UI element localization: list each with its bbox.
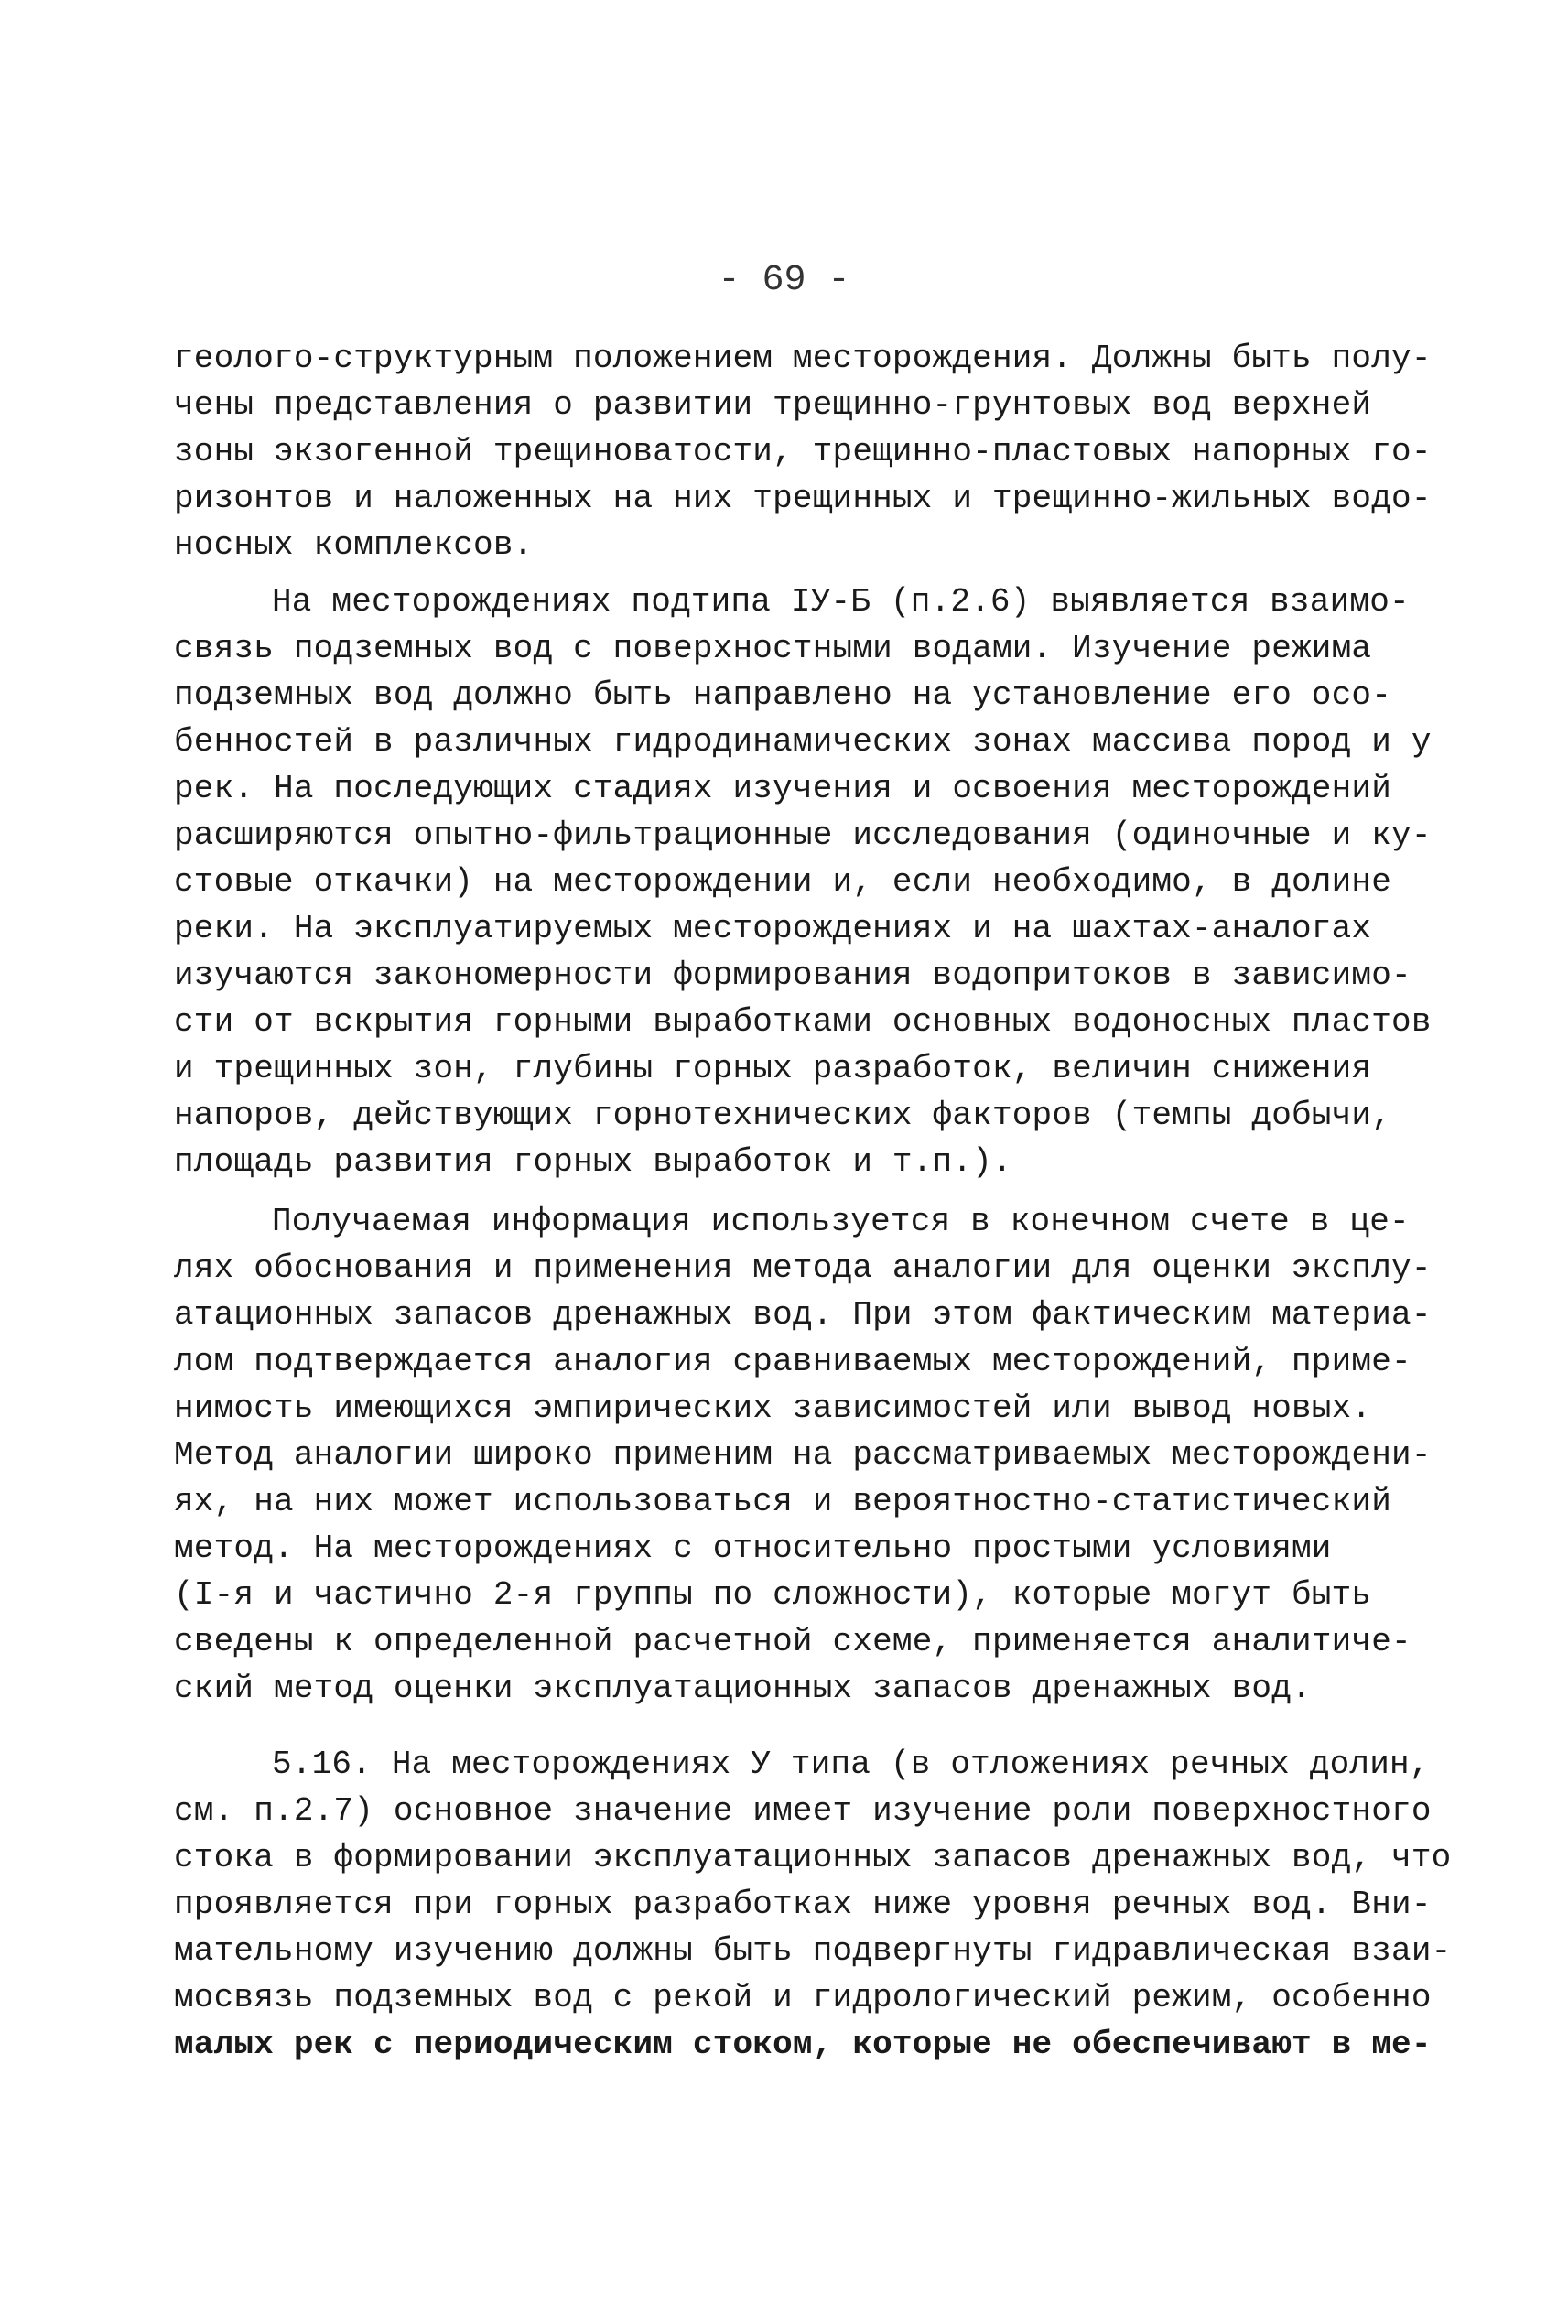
text-line: расширяются опытно-фильтрационные исследования (одиночные и ку- [174,816,1432,854]
text-line: стовые откачки) на месторождении и, если необходимо, в долине [174,863,1392,901]
text-line: мательному изучению должны быть подвергнуты гидравлическая взаи- [174,1932,1452,1970]
text-line: лом подтверждается аналогия сравниваемых месторождений, приме- [174,1343,1411,1380]
paragraph-3 [174,1198,1432,1712]
text-line: рек. На последующих стадиях изучения и освоения месторождений [174,770,1392,807]
text-line: см. п.2.7) основное значение имеет изучение роли поверхностного [174,1792,1432,1830]
text-line: ях, на них может использоваться и вероятностно-статистический [174,1483,1392,1520]
text-line: чены представления о развитии трещинно-грунтовых вод верхней [174,386,1372,424]
text-line: нимость имеющихся эмпирических зависимостей или вывод новых. [174,1389,1372,1427]
text-line: стока в формировании эксплуатационных запасов дренажных вод, что [174,1839,1452,1876]
paragraph-2 [174,578,1432,1185]
text-line: сти от вскрытия горными выработками основных водоносных пластов [174,1003,1432,1041]
text-line: реки. На эксплуатируемых месторождениях и на шахтах-аналогах [174,910,1372,947]
text-line: геолого-структурным положением месторождения. Должны быть полу- [174,340,1432,377]
page-number: - 69 - [718,260,850,301]
text-line: лях обоснования и применения метода аналогии для оценки эксплу- [174,1249,1432,1287]
text-line: изучаются закономерности формирования водопритоков в зависимо- [174,957,1411,994]
text-line: напоров, действующих горнотехнических факторов (темпы добычи, [174,1097,1392,1134]
text-line: сведены к определенной расчетной схеме, применяется аналитиче- [174,1623,1411,1660]
text-line: атационных запасов дренажных вод. При этом фактическим материа- [174,1296,1432,1334]
text-line: ский метод оценки эксплуатационных запасов дренажных вод. [174,1670,1312,1707]
text-line: (I-я и частично 2-я группы по сложности), которые могут быть [174,1576,1372,1614]
text-line: проявляется при горных разработках ниже уровня речных вод. Вни- [174,1886,1432,1923]
text-line: метод. На месторождениях с относительно простыми условиями [174,1530,1332,1567]
text-line: ризонтов и наложенных на них трещинных и трещинно-жильных водо- [174,480,1432,517]
text-line: мосвязь подземных вод с рекой и гидрологический режим, особенно [174,1979,1432,2016]
text-line: Получаемая информация используется в конечном счете в це- [272,1203,1410,1240]
text-line: Метод аналогии широко применим на рассматриваемых месторождени- [174,1436,1432,1474]
text-line: площадь развития горных выработок и т.п.). [174,1143,1012,1181]
text-line: и трещинных зон, глубины горных разработок, величин снижения [174,1050,1372,1087]
paragraph-1 [174,335,1432,568]
paragraph-4 [174,1741,1452,2068]
text-line: зоны экзогенной трещиноватости, трещинно-пластовых напорных го- [174,433,1432,470]
text-line: бенностей в различных гидродинамических зонах массива пород и у [174,723,1432,761]
text-line: связь подземных вод с поверхностными водами. Изучение режима [174,630,1372,667]
text-line: носных комплексов. [174,526,534,564]
text-line: подземных вод должно быть направлено на установление его осо- [174,676,1392,714]
text-line: На месторождениях подтипа IУ-Б (п.2.6) выявляется взаимо- [272,583,1410,621]
text-line: 5.16. На месторождениях У типа (в отложениях речных долин, [272,1746,1430,1783]
text-line: малых рек с периодическим стоком, которые не обеспечивают в ме- [174,2026,1432,2063]
